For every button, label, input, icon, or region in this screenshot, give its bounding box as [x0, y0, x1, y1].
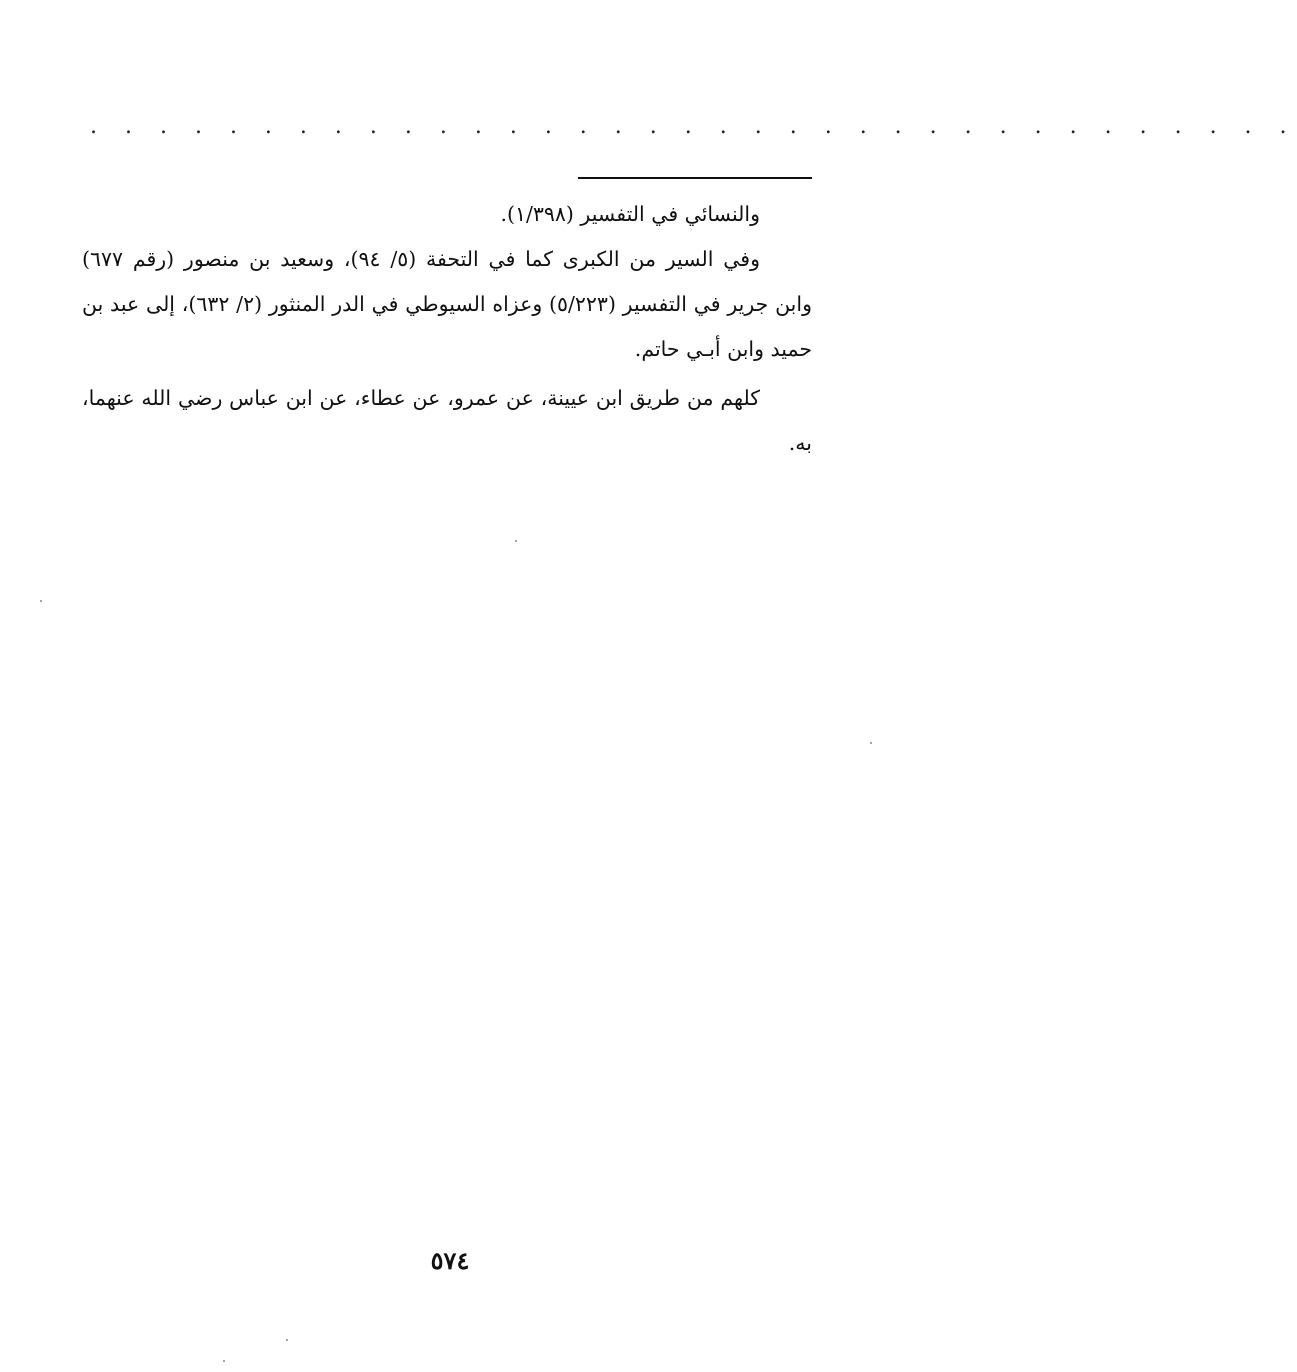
footnote-paragraph-sources: وفي السير من الكبرى كما في التحفة (٥/ ٩٤)، وسعيد بن منصور (رقم ٦٧٧) وابن جرير في التفسير (٥/٢٢٣) وعزاه السيوطي في الدر المنثور (٢/ ٦٣٢)، إلى عبد بن حميد وابن أبـي حاتم. — [82, 247, 812, 361]
scan-speck — [286, 1339, 288, 1341]
footnotes-block — [82, 192, 812, 466]
footnote-line-nasai: والنسائي في التفسير (١/٣٩٨). — [500, 202, 760, 226]
scan-speck — [40, 600, 42, 602]
scan-speck — [870, 742, 872, 744]
page-number: ٥٧٤ — [430, 1246, 470, 1275]
dotted-separator: . . . . . . . . . . . . . . . . . . . . . . . . . . . . . . . . . . . — [90, 114, 1297, 139]
scan-speck — [515, 540, 517, 542]
footnote-paragraph-isnad: كلهم من طريق ابن عيينة، عن عمرو، عن عطاء، عن ابن عباس رضي الله عنهما، به. — [82, 386, 812, 455]
scan-speck — [223, 1360, 225, 1362]
footnote-rule — [578, 177, 812, 179]
